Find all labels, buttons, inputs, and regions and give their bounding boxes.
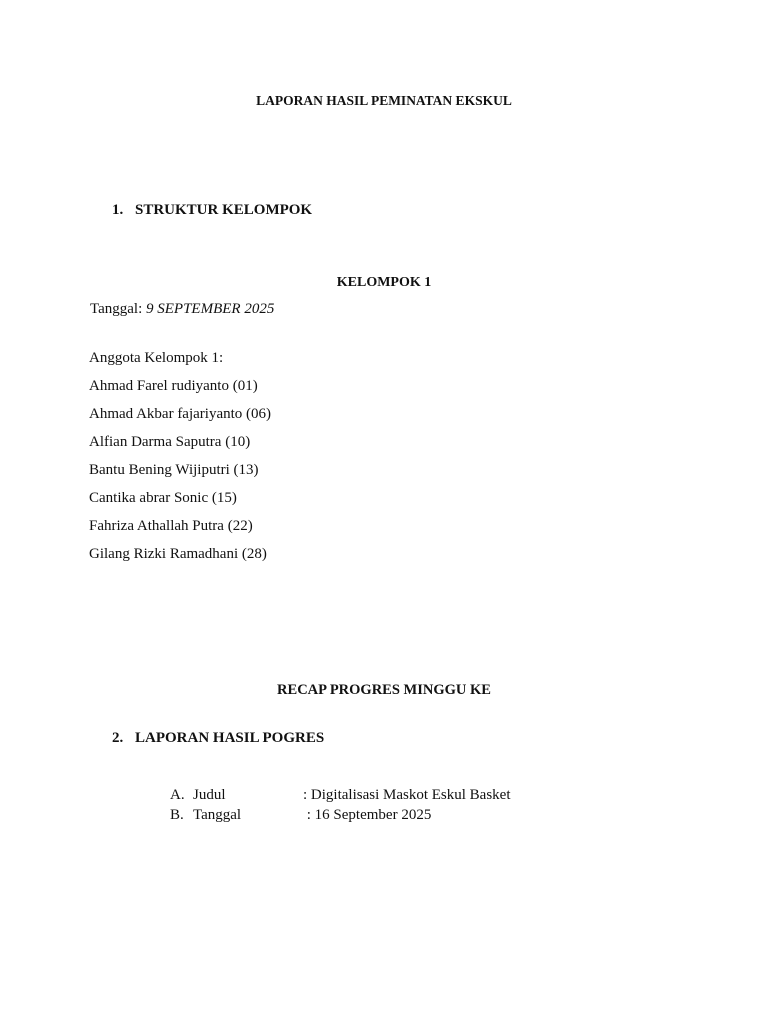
item-value: : Digitalisasi Maskot Eskul Basket [303, 787, 511, 803]
section-1-title: STRUKTUR KELOMPOK [135, 202, 313, 218]
members-header: Anggota Kelompok 1: [89, 350, 224, 366]
recap-heading: RECAP PROGRES MINGGU KE [277, 682, 491, 698]
group-title: KELOMPOK 1 [336, 275, 432, 290]
item-value: : 16 September 2025 [303, 807, 432, 823]
member-item: Cantika abrar Sonic (15) [89, 490, 237, 506]
section-2-number: 2. [112, 730, 124, 746]
section-2-title: LAPORAN HASIL POGRES [135, 730, 325, 746]
progress-item-judul [170, 785, 511, 805]
member-item: Ahmad Farel rudiyanto (01) [89, 378, 258, 394]
document-title: LAPORAN HASIL PEMINATAN EKSKUL [256, 93, 512, 108]
section-1-heading [112, 202, 312, 219]
item-letter: A. [170, 787, 185, 803]
date-label: Tanggal: [90, 301, 143, 317]
members-list [89, 348, 271, 572]
member-item: Bantu Bening Wijiputri (13) [89, 462, 259, 478]
section-2-heading [112, 730, 324, 747]
date-line [90, 301, 274, 318]
member-item: Fahriza Athallah Putra (22) [89, 518, 253, 534]
member-item: Alfian Darma Saputra (10) [89, 434, 251, 450]
item-key: Judul [193, 787, 226, 803]
item-letter: B. [170, 807, 184, 823]
member-item: Ahmad Akbar fajariyanto (06) [89, 406, 272, 422]
member-item: Gilang Rizki Ramadhani (28) [89, 546, 267, 562]
progress-item-tanggal [170, 805, 511, 825]
progress-items-list [170, 785, 511, 825]
item-key: Tanggal [193, 807, 242, 823]
date-value: 9 SEPTEMBER 2025 [146, 301, 275, 317]
section-1-number: 1. [112, 202, 124, 218]
